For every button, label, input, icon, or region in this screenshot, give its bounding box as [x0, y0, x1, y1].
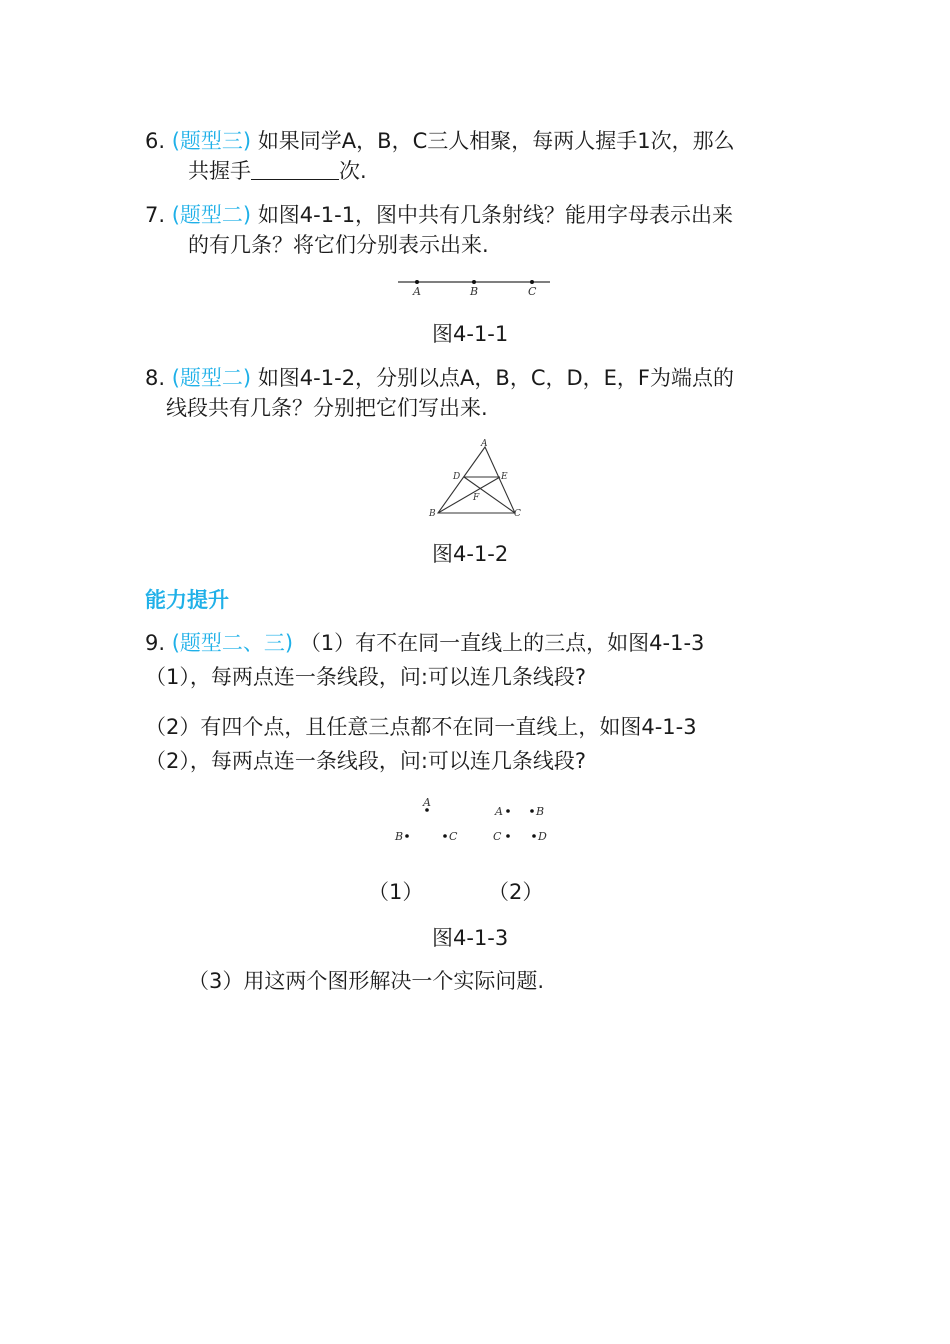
right-label-b: B	[536, 805, 545, 818]
right-label-a: A	[495, 805, 503, 818]
q6-text-line2-post: 次.	[339, 159, 367, 183]
q7-line1	[145, 200, 733, 230]
label-c: C	[528, 285, 537, 298]
left-label-c: C	[449, 830, 458, 843]
label-b: B	[470, 285, 479, 298]
right-point-a	[506, 809, 510, 813]
q8-line1	[145, 363, 734, 393]
left-point-c	[443, 834, 447, 838]
figure-4-1-1-caption: 图4-1-1	[432, 322, 509, 346]
label-f: F	[473, 493, 480, 503]
segment-be	[438, 477, 500, 513]
q6-number: 6.	[145, 129, 166, 153]
label-a: A	[481, 439, 488, 449]
q8-type-tag: (题型二)	[171, 366, 252, 390]
left-point-b	[405, 834, 409, 838]
q9-type-tag: (题型二、三)	[171, 631, 294, 655]
right-label-c: C	[493, 830, 502, 843]
q9-text-line1: （1）有不在同一直线上的三点，如图4-1-3	[299, 631, 705, 655]
label-c: C	[514, 509, 521, 519]
q7-type-tag: (题型二)	[171, 203, 252, 227]
point-a	[415, 280, 419, 284]
point-b	[472, 280, 476, 284]
q9-line1	[145, 628, 704, 658]
q9-line4: （2），每两点连一条线段，问:可以连几条线段?	[145, 749, 587, 773]
figure-4-1-2	[425, 436, 535, 524]
q9-number: 9.	[145, 631, 166, 655]
label-a: A	[413, 285, 421, 298]
q9-line5: （3）用这两个图形解决一个实际问题.	[188, 969, 545, 993]
figure-4-1-3	[390, 792, 565, 862]
figure-4-1-2-caption: 图4-1-2	[432, 542, 509, 566]
right-point-c	[506, 834, 510, 838]
label-e: E	[501, 472, 508, 482]
right-point-b	[530, 809, 534, 813]
q8-text-line1: 如图4-1-2，分别以点A，B，C，D，E，F为端点的	[257, 366, 735, 390]
q8-number: 8.	[145, 366, 166, 390]
figure-4-1-3-subcaption-left: （1）	[368, 880, 424, 904]
q7-line2: 的有几条？将它们分别表示出来.	[188, 233, 489, 257]
right-label-d: D	[538, 830, 547, 843]
point-c	[530, 280, 534, 284]
right-point-d	[532, 834, 536, 838]
figure-4-1-3-subcaption-right: （2）	[488, 880, 544, 904]
q6-line1	[145, 126, 735, 156]
left-label-b: B	[395, 830, 404, 843]
q7-number: 7.	[145, 203, 166, 227]
q6-answer-blank	[251, 159, 339, 180]
q9-line2: （1），每两点连一条线段，问:可以连几条线段?	[145, 665, 587, 689]
label-b: B	[429, 509, 436, 519]
q6-text-line2-pre: 共握手	[188, 159, 251, 183]
q6-type-tag: (题型三)	[171, 129, 252, 153]
figure-4-1-1	[390, 270, 580, 302]
section-heading: 能力提升	[145, 588, 229, 612]
q6-text-line1: 如果同学A，B，C三人相聚，每两人握手1次，那么	[257, 129, 735, 153]
q6-line2	[188, 156, 367, 186]
label-d: D	[453, 472, 461, 482]
q7-text-line1: 如图4-1-1，图中共有几条射线？能用字母表示出来	[257, 203, 734, 227]
figure-4-1-3-caption: 图4-1-3	[432, 926, 509, 950]
q9-line3: （2）有四个点，且任意三点都不在同一直线上，如图4-1-3	[145, 715, 697, 739]
q8-line2: 线段共有几条？分别把它们写出来.	[166, 396, 488, 420]
left-label-a: A	[423, 796, 431, 809]
